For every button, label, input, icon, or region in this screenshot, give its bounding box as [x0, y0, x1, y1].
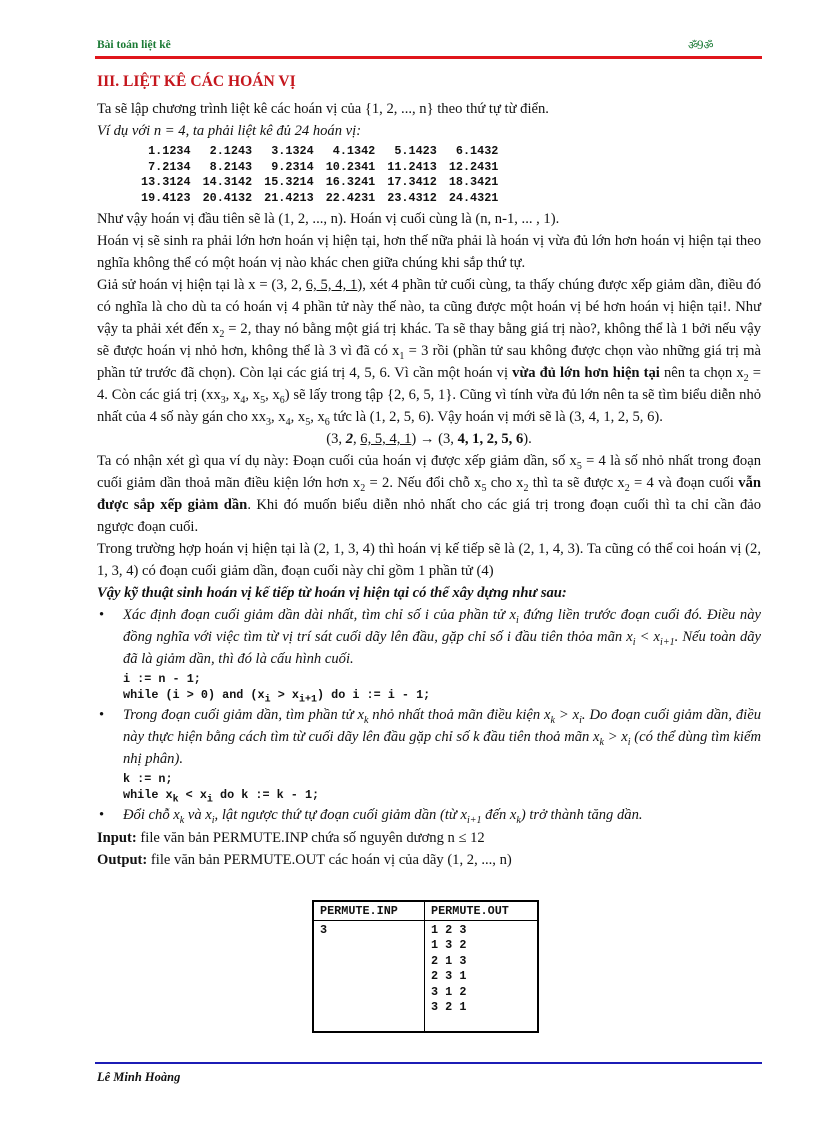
permutation-list	[141, 144, 498, 206]
perm-row	[141, 144, 498, 160]
section-title: III. LIỆT KÊ CÁC HOÁN VỊ	[97, 73, 296, 90]
io-input-cell: 3	[313, 921, 425, 1033]
perm-cell: 21.4213	[264, 190, 314, 205]
page-number: 9	[697, 37, 704, 52]
io-output-cell: 1 2 3 1 3 2 2 1 3 2 3 1 3 1 2 3 2 1	[425, 921, 539, 1033]
perm-cell: 2.1243	[209, 144, 253, 158]
perm-cell: 24.4321	[448, 190, 499, 205]
perm-row	[141, 175, 498, 191]
perm-row	[141, 191, 498, 207]
perm-cell: 15.3214	[264, 175, 314, 189]
technique-title: Vậy kỹ thuật sinh hoán vị kế tiếp từ hoán vị hiện tại có thể xây dựng như sau:	[97, 585, 567, 601]
output-spec: Output: file văn bản PERMUTE.OUT các hoán vị của dãy (1, 2, ..., n)	[97, 852, 512, 868]
bullet-swap-reverse: • Đổi chỗ $x_k$ và $x_i$, lật ngược thứ tự đoạn cuối giảm dần (từ $x_{i+1}$ đến $x_k$) trở thành tăng dần.	[97, 804, 761, 826]
code-block-find-k: k := n; while $x_k < x_i$ do k := k - 1;	[123, 772, 320, 806]
paragraph-observation: Ta có nhận xét gì qua ví dụ này: Đoạn cuối của hoán vị được xếp giảm dần, số $x_5 = 4$ là số nhỏ nhất trong đoạn cuối giảm dần thoả mãn điều kiện lớn hơn $x_2 = 2$. Nếu đổi chỗ $x_5$ cho $x_2$ thì ta sẽ được $x_2 = 4$ và đoạn cuối vẫn được sắp xếp giảm dần. Khi đó muốn biểu diễn nhỏ nhất cho các giá trị trong đoạn cuối thì ta chỉ cần đảo ngược đoạn cuối.	[97, 453, 762, 535]
bullet-dot-icon: •	[99, 607, 105, 623]
perm-cell: 20.4132	[202, 190, 253, 205]
perm-cell: 12.2431	[448, 159, 499, 174]
perm-cell: 6.1432	[455, 144, 499, 158]
header-rule	[95, 56, 762, 59]
input-spec: Input: file văn bản PERMUTE.INP chứa số nguyên dương n ≤ 12	[97, 830, 485, 846]
footer-author: Lê Minh Hoàng	[97, 1070, 181, 1084]
paragraph-example-explain: Giả sử hoán vị hiện tại là x = (3, 2, 6, 5, 4, 1), xét 4 phần tử cuối cùng, ta thấy chúng được xếp giảm dần, điều đó có nghĩa là cho dù ta có hoán vị 4 phần tử này thế nào, ta cũng được một hoán vị bé hơn hoán vị hiện tại!. Như vậy ta phải xét đến $x_2 = 2$, thay nó bằng một giá trị khác. Ta sẽ thay bằng giá trị nào?, không thể là 1 bởi nếu vậy sẽ được hoán vị nhỏ hơn, không thể là 3 vì đã có $x_1 = 3$ rồi (phần tử sau không được chọn vào những giá trị mà phần tử trước đã chọn). Còn lại các giá trị 4, 5, 6. Vì cần một hoán vị vừa đủ lớn hơn hiện tại nên ta chọn $x_2 = 4$. Còn các giá trị ($xx_3$, $x_4$, $x_5$, $x_6$) sẽ lấy trong tập {2, 6, 5, 1}. Cũng vì tính vừa đủ lớn nên ta sẽ tìm biểu diễn nhỏ nhất của 4 số này gán cho $xx_3$, $x_4$, $x_5$, $x_6$ tức là (1, 2, 5, 6). Vậy hoán vị mới sẽ là (3, 4, 1, 2, 5, 6).	[97, 277, 762, 428]
perm-cell: 16.3241	[325, 175, 376, 189]
footer-rule	[95, 1062, 762, 1064]
perm-row	[141, 160, 498, 176]
perm-cell: 22.4231	[325, 190, 376, 205]
paragraph-next-perm: Hoán vị sẽ sinh ra phải lớn hơn hoán vị hiện tại, hơn thế nữa phải là hoán vị vừa đủ lớn hơn hoán vị hiện tại theo nghĩa không thể có một hoán vị nào khác chen giữa chúng khi sắp thứ tự.	[97, 233, 761, 271]
bullet-find-k: • Trong đoạn cuối giảm dần, tìm phần tử $x_k$ nhỏ nhất thoả mãn điều kiện $x_k > x_i$. Do đoạn cuối giảm dần, điều này thực hiện bằng cách tìm từ cuối dãy lên đầu gặp chỉ số k đầu tiên thoả mãn $x_k > x_i$ (có thể dùng tìm kiếm nhị phân).	[97, 704, 761, 770]
example-line: Ví dụ với n = 4, ta phải liệt kê đủ 24 hoán vị:	[97, 123, 362, 139]
perm-cell: 3.1324	[271, 144, 314, 158]
perm-cell: 18.3421	[448, 175, 499, 189]
intro-paragraph: Ta sẽ lập chương trình liệt kê các hoán vị của {1, 2, ..., n} theo thứ tự từ điển.	[97, 101, 549, 117]
bullet-find-i: • Xác định đoạn cuối giảm dần dài nhất, tìm chỉ số i của phần tử $x_i$ đứng liền trước đoạn cuối đó. Điều này đồng nghĩa với việc tìm từ vị trí sát cuối dãy lên đầu, gặp chỉ số i đầu tiên thỏa mãn $x_i < x_{i+1}$. Nếu toàn dãy đã là giảm dần, thì đó là cấu hình cuối.	[97, 604, 761, 670]
header-title: Bài toán liệt kê	[97, 39, 171, 51]
code-block-find-i: i := n - 1; while (i > 0) and $(x_i > x_{i+1})$ do i := i - 1;	[123, 672, 431, 706]
perm-cell: 1.1234	[148, 144, 191, 158]
io-header-input: PERMUTE.INP	[313, 901, 425, 921]
perm-cell: 23.4312	[387, 190, 437, 205]
perm-cell: 10.2341	[325, 159, 376, 174]
perm-cell: 5.1423	[394, 144, 437, 158]
io-header-output: PERMUTE.OUT	[425, 901, 539, 921]
perm-cell: 14.3142	[202, 175, 253, 189]
bullet-dot-icon: •	[99, 707, 105, 723]
header-page-number	[688, 37, 713, 53]
perm-cell: 7.2134	[148, 159, 191, 174]
perm-cell: 17.3412	[387, 175, 437, 189]
perm-cell: 4.1342	[332, 144, 376, 158]
perm-cell: 19.4123	[141, 190, 191, 205]
paragraph-case: Trong trường hợp hoán vị hiện tại là (2, 1, 3, 4) thì hoán vị kế tiếp sẽ là (2, 1, 4, 3). Ta cũng có thể coi hoán vị (2, 1, 3, 4) có đoạn cuối giảm dần, đoạn cuối này chỉ gồm 1 phần tử (4)	[97, 541, 761, 579]
paragraph-first-last: Như vậy hoán vị đầu tiên sẽ là (1, 2, ..., n). Hoán vị cuối cùng là (n, n-1, ... , 1).	[97, 211, 560, 227]
perm-cell: 11.2413	[387, 159, 437, 174]
perm-cell: 9.2314	[271, 159, 314, 174]
io-example-table	[312, 900, 539, 1033]
ornament-right-icon: ॐ	[703, 40, 713, 52]
perm-cell: 8.2143	[209, 159, 253, 174]
perm-cell: 13.3124	[141, 175, 191, 189]
main-content	[97, 70, 761, 871]
ornament-left-icon: ॐ	[688, 40, 698, 52]
formula-line: (3, 2, 6, 5, 4, 1) → (3, 4, 1, 2, 5, 6).	[326, 431, 532, 447]
bullet-dot-icon: •	[99, 807, 105, 823]
